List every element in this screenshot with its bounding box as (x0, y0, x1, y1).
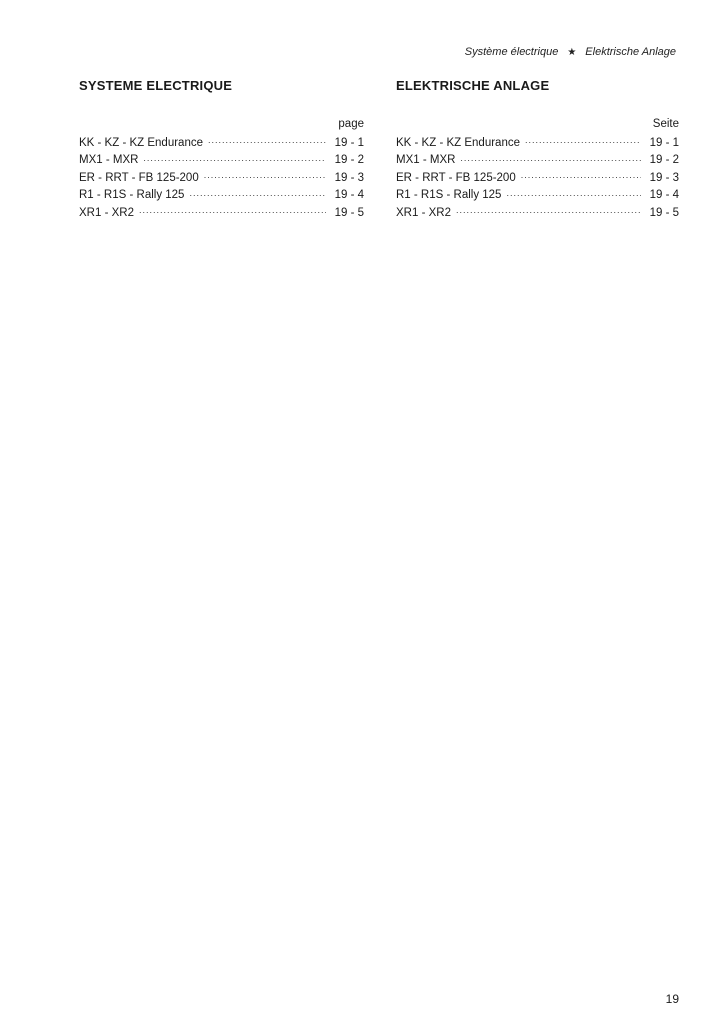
dot-leader (143, 152, 326, 164)
toc-entry-page: 19 - 2 (334, 154, 364, 166)
toc-german (396, 78, 679, 222)
running-header (465, 46, 676, 58)
toc-entry-page: 19 - 3 (649, 171, 679, 184)
toc-list (79, 134, 364, 222)
dot-leader (460, 152, 641, 164)
dot-leader (525, 134, 641, 146)
toc-entry-label: ER - RRT - FB 125-200 (79, 171, 199, 184)
toc-row (396, 134, 679, 152)
toc-entry-page: 19 - 4 (649, 189, 679, 201)
page-column-label: Seite (652, 118, 679, 130)
dot-leader (456, 204, 641, 216)
toc-row (396, 152, 679, 170)
toc-french (79, 78, 364, 222)
toc-entry-page: 19 - 4 (334, 189, 364, 201)
toc-entry-label: R1 - R1S - Rally 125 (396, 189, 502, 201)
toc-row (79, 204, 364, 222)
toc-entry-label: R1 - R1S - Rally 125 (79, 189, 185, 201)
toc-entry-page: 19 - 1 (334, 136, 364, 149)
toc-row (396, 169, 679, 187)
dot-leader (506, 187, 641, 199)
star-icon: ★ (567, 47, 577, 58)
dot-leader (189, 187, 326, 199)
toc-entry-label: XR1 - XR2 (79, 206, 134, 219)
toc-entry-page: 19 - 3 (334, 171, 364, 184)
toc-entry-page: 19 - 5 (649, 206, 679, 219)
toc-entry-page: 19 - 5 (334, 206, 364, 219)
toc-entry-label: XR1 - XR2 (396, 206, 451, 219)
running-header-french: Système électrique (464, 46, 559, 58)
dot-leader (521, 169, 641, 181)
toc-row (79, 187, 364, 205)
toc-entry-label: MX1 - MXR (396, 154, 456, 166)
section-title-french: SYSTEME ELECTRIQUE (79, 78, 233, 93)
dot-leader (139, 204, 326, 216)
toc-list (396, 134, 679, 222)
toc-row (79, 169, 364, 187)
toc-row (79, 152, 364, 170)
toc-entry-label: KK - KZ - KZ Endurance (396, 136, 520, 149)
toc-entry-page: 19 - 1 (649, 136, 679, 149)
dot-leader (208, 134, 326, 146)
section-title-german: ELEKTRISCHE ANLAGE (396, 78, 550, 93)
running-header-german: Elektrische Anlage (585, 46, 676, 58)
page-column-label: page (338, 118, 364, 130)
toc-entry-label: ER - RRT - FB 125-200 (396, 171, 516, 184)
toc-row (79, 134, 364, 152)
toc-entry-page: 19 - 2 (649, 154, 679, 166)
toc-row (396, 204, 679, 222)
toc-entry-label: KK - KZ - KZ Endurance (79, 136, 203, 149)
dot-leader (204, 169, 326, 181)
toc-entry-label: MX1 - MXR (79, 154, 139, 166)
toc-row (396, 187, 679, 205)
page-number: 19 (665, 992, 679, 1006)
